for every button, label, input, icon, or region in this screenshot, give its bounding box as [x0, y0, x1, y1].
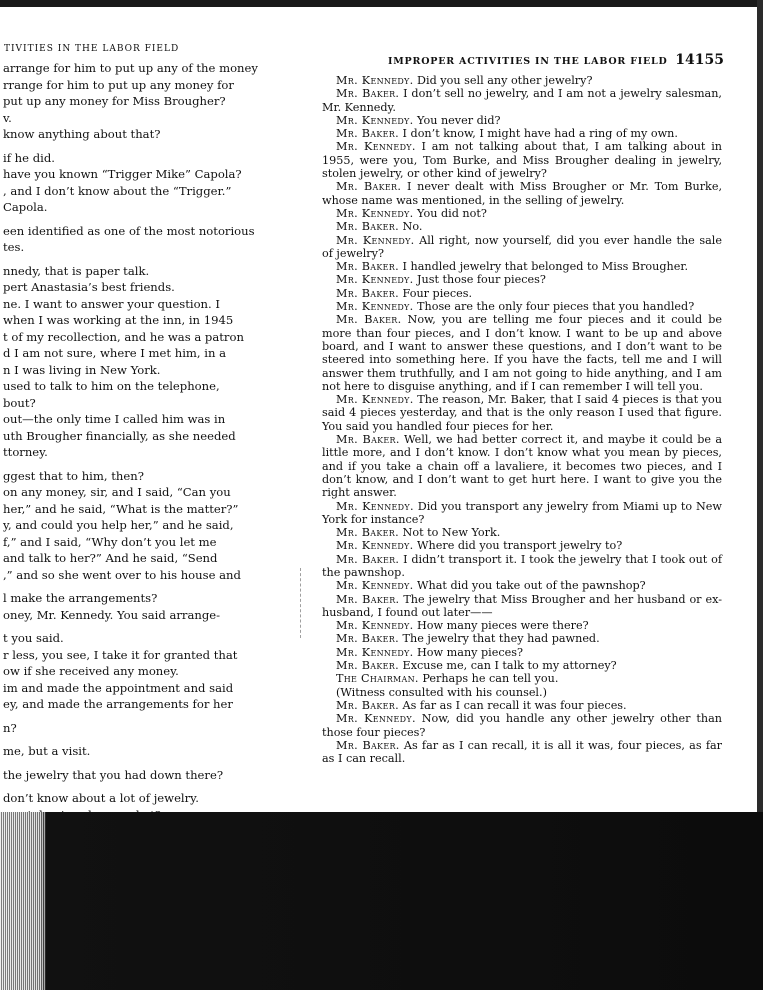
transcript-paragraph [322, 646, 722, 659]
left-text-line: when I was working at the inn, in 1945 [3, 313, 234, 327]
speech-text: The jewelry that Miss Brougher and her husband or ex-husband, I found out later—— [322, 592, 722, 619]
speaker-name: Mr. Kennedy. [336, 393, 414, 407]
speech-text: Four pieces. [399, 286, 473, 300]
scan-binding-stripes [0, 812, 46, 990]
speech-text: As far as I can recall, it is all it was, four pieces, as far as I can recall. [322, 738, 722, 766]
left-text-line: nnedy, that is paper talk. [3, 263, 150, 278]
left-page-text [3, 60, 293, 880]
speaker-name: Mr. Baker. [336, 220, 399, 234]
transcript-paragraph [322, 114, 722, 127]
transcript-paragraph [322, 220, 722, 233]
left-text-line: uth Brougher financially, as she needed [3, 428, 236, 443]
speaker-name: Mr. Baker. [336, 526, 399, 540]
left-text-line: d I am not sure, where I met him, in a [3, 346, 227, 360]
left-text-line: used to talk to him on the telephone, [3, 379, 220, 393]
speaker-name: Mr. Kennedy. [336, 113, 414, 127]
speaker-name: Mr. Kennedy. [336, 206, 414, 220]
speech-text: No. [399, 220, 423, 234]
speaker-name: Mr. Kennedy. [336, 499, 414, 513]
transcript-paragraph [322, 672, 722, 685]
transcript-paragraph [322, 712, 722, 739]
transcript-paragraph [322, 393, 722, 433]
speaker-name: Mr. Kennedy. [336, 140, 416, 154]
transcript-paragraph [322, 686, 722, 699]
left-text-line: l make the arrangements? [3, 591, 158, 605]
scan-top-edge [0, 0, 763, 7]
speech-text: Well, we had better correct it, and maybe it could be a little more, and I don’t know. I don’t know what you mean by pieces, and if you take a chain off a lavaliere, it becomes two pieces, and I don’t know, and I don’t want to get hurt here. I want to give you the right answer. [322, 433, 722, 500]
left-text-line: have you known “Trigger Mike” Capola? [3, 167, 242, 181]
speech-text: Those are the only four pieces that you handled? [413, 300, 695, 314]
speech-text: (Witness consulted with his counsel.) [336, 685, 547, 699]
speech-text: Just those four pieces? [413, 273, 546, 287]
speech-text: I never dealt with Miss Brougher or Mr. Tom Burke, whose name was mentioned, in the selling of jewelry. [322, 180, 722, 207]
left-text-line: ow if she received any money. [3, 664, 179, 678]
speech-text: How many pieces were there? [413, 619, 589, 633]
left-text-line: if he did. [3, 150, 55, 165]
transcript-paragraph [322, 593, 722, 620]
transcript-paragraph [322, 659, 722, 672]
speaker-name: Mr. Kennedy. [336, 539, 414, 553]
speaker-name: Mr. Kennedy. [336, 300, 414, 314]
speaker-name: Mr. Baker. [336, 286, 399, 300]
speech-text: As far as I can recall it was four pieces. [399, 698, 627, 712]
transcript-paragraph [322, 234, 722, 261]
left-text-line: tes. [3, 240, 25, 254]
left-text-line: don’t know about a lot of jewelry. [3, 791, 199, 805]
transcript-paragraph [322, 300, 722, 313]
left-text-line: ey, and made the arrangements for her [3, 697, 233, 711]
speech-text: I am not talking about that, I am talking about in 1955, were you, Tom Burke, and Miss Brougher dealing in jewelry, stolen jewelry, or other kind of jewelry? [322, 140, 722, 181]
transcript-paragraph [322, 579, 722, 592]
left-text-line: pert Anastasia’s best friends. [3, 280, 175, 294]
speech-text: The reason, Mr. Baker, that I said 4 pieces is that you said 4 pieces yesterday, and that is the only reason I used that figure. You said you handled four pieces for her. [322, 393, 723, 433]
speech-text: Did you sell any other jewelry? [413, 74, 593, 87]
transcript-paragraph [322, 87, 722, 114]
speaker-name: Mr. Baker. [336, 180, 402, 194]
left-text-line: v. [3, 110, 12, 125]
speech-text: You did not? [413, 206, 487, 220]
speech-text: Perhaps he can tell you. [418, 672, 559, 686]
left-text-line: and talk to her?” And he said, “Send [3, 551, 218, 565]
speaker-name: Mr. Kennedy. [336, 579, 414, 593]
left-text-line: arrange for him to put up any of the money [3, 61, 258, 75]
left-text-line: een identified as one of the most notorious [3, 223, 255, 238]
left-text-line: n? [3, 720, 17, 735]
speaker-name: Mr. Baker. [336, 632, 399, 646]
left-text-line: oney, Mr. Kennedy. You said arrange- [3, 607, 221, 622]
left-text-line: r less, you see, I take it for granted that [3, 647, 238, 662]
left-text-line: on any money, sir, and I said, “Can you [3, 485, 231, 499]
left-text-line: me, but a visit. [3, 744, 91, 758]
transcript-paragraph [322, 433, 722, 499]
transcript-paragraph [322, 74, 722, 87]
speech-text: Did you transport any jewelry from Miami up to New York for instance? [322, 499, 722, 526]
transcript-paragraph [322, 127, 722, 140]
speaker-name: Mr. Kennedy. [336, 645, 414, 659]
speaker-name: Mr. Kennedy. [336, 74, 414, 87]
speech-text: I handled jewelry that belonged to Miss Brougher. [399, 260, 689, 274]
transcript-paragraph [322, 207, 722, 220]
speaker-name: Mr. Baker. [336, 698, 399, 712]
page-header [322, 52, 722, 74]
speaker-name: Mr. Baker. [336, 592, 400, 606]
speech-text: The jewelry that they had pawned. [399, 632, 600, 646]
left-text-line: know anything about that? [3, 127, 161, 141]
speech-text: I didn’t transport it. I took the jewelry that I took out of the pawnshop. [322, 552, 722, 579]
transcript-paragraph [322, 619, 722, 632]
transcript-paragraph [322, 739, 722, 766]
speaker-name: Mr. Baker. [336, 127, 399, 141]
speech-text: Where did you transport jewelry to? [413, 539, 623, 553]
speech-text: Not to New York. [399, 526, 501, 540]
left-text-line: bout? [3, 395, 36, 410]
transcript-paragraph [322, 287, 722, 300]
speaker-name: Mr. Baker. [336, 433, 400, 447]
left-text-line: ,” and so she went over to his house and [3, 567, 241, 582]
speech-text: Now, you are telling me four pieces and it could be more than four pieces, and I don’t know. I want to be up and above board, and I want to answer these questions, and I don’t want to be steered into something here. If you have the facts, tell me and I will answer them truthfully, and I am not going to hide anything, and I am not here to disguise anything, and if I can remember I will tell you. [322, 313, 722, 393]
transcript-paragraph [322, 553, 722, 580]
transcript-paragraph [322, 180, 722, 207]
left-text-line: Capola. [3, 200, 48, 214]
speech-text: Excuse me, can I talk to my attorney? [399, 659, 617, 673]
left-text-line: ttorney. [3, 445, 48, 459]
left-text-line: ne. I want to answer your question. I [3, 296, 220, 311]
left-text-line: the jewelry that you had down there? [3, 767, 224, 782]
speech-text: Now, did you handle any other jewelry other than those four pieces? [322, 712, 722, 739]
speech-text: What did you take out of the pawnshop? [413, 579, 646, 593]
left-text-line: t you said. [3, 631, 64, 645]
left-text-line: out—the only time I called him was in [3, 412, 226, 426]
transcript-paragraph [322, 273, 722, 286]
left-running-head: TIVITIES IN THE LABOR FIELD [4, 44, 180, 54]
speaker-name: Mr. Baker. [336, 260, 399, 274]
transcript-paragraph [322, 526, 722, 539]
gutter-marks [300, 568, 303, 638]
left-text-line: her,” and he said, “What is the matter?” [3, 501, 239, 516]
speaker-name: Mr. Baker. [336, 313, 402, 327]
speaker-name: Mr. Baker. [336, 552, 400, 566]
running-head: IMPROPER ACTIVITIES IN THE LABOR FIELD [388, 56, 668, 67]
speaker-name: Mr. Baker. [336, 87, 400, 101]
left-text-line: , and I don’t know about the “Trigger.” [3, 183, 232, 198]
transcript [322, 74, 722, 765]
speech-text: You never did? [413, 113, 501, 127]
left-text-line: n I was living in New York. [3, 362, 161, 377]
speaker-name: Mr. Kennedy. [336, 712, 416, 726]
transcript-paragraph [322, 500, 722, 527]
left-text-line: im and made the appointment and said [3, 680, 234, 695]
speaker-name: Mr. Baker. [336, 738, 400, 752]
speaker-name: Mr. Kennedy. [336, 273, 414, 287]
speaker-name: Mr. Kennedy. [336, 233, 415, 247]
transcript-paragraph [322, 140, 722, 180]
left-text-line: y, and could you help her,” and he said, [3, 518, 234, 532]
speaker-name: Mr. Kennedy. [336, 619, 414, 633]
left-text-line: rrange for him to put up any money for [3, 77, 234, 92]
speech-text: I don’t know, I might have had a ring of my own. [399, 127, 678, 141]
left-text-line: put up any money for Miss Brougher? [3, 94, 226, 108]
left-page [0, 40, 300, 805]
speech-text: All right, now yourself, did you ever handle the sale of jewelry? [322, 233, 722, 260]
page-number: 14155 [675, 52, 724, 68]
transcript-paragraph [322, 539, 722, 552]
speaker-name: Mr. Baker. [336, 659, 399, 673]
transcript-paragraph [322, 699, 722, 712]
right-page [322, 52, 722, 765]
left-text-line: t of my recollection, and he was a patron [3, 329, 244, 344]
transcript-paragraph [322, 632, 722, 645]
transcript-paragraph [322, 260, 722, 273]
left-text-line: ggest that to him, then? [3, 468, 144, 483]
speech-text: I don’t sell no jewelry, and I am not a jewelry salesman, Mr. Kennedy. [322, 87, 722, 114]
speaker-name: The Chairman. [336, 672, 419, 686]
transcript-paragraph [322, 313, 722, 393]
speech-text: How many pieces? [413, 645, 524, 659]
left-text-line: f,” and I said, “Why don’t you let me [3, 534, 217, 549]
scan-bottom-shadow [0, 812, 763, 990]
